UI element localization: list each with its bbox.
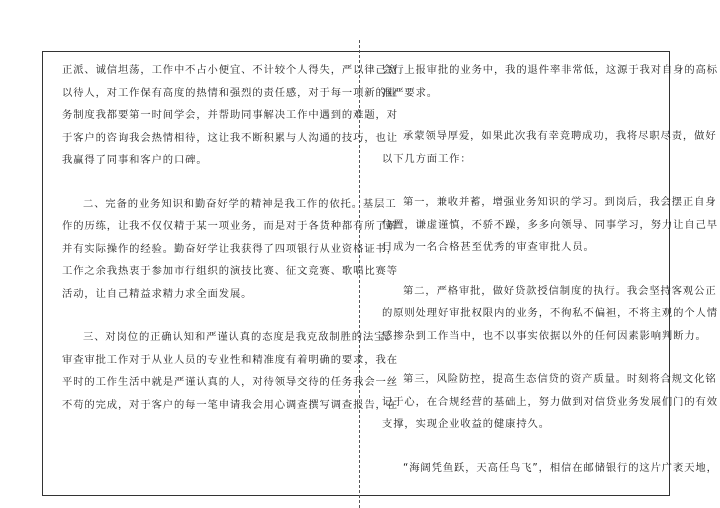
paragraph-first-line: 二、完备的业务知识和勤奋好学的精神是我工作的依托。基层工 xyxy=(83,197,397,210)
text-line: 以下几方面工作： xyxy=(382,152,472,165)
paragraph-first-line: 第一，兼收并蓄，增强业务知识的学习。到岗后，我会摆正自身 xyxy=(403,196,717,208)
text-line: 活动，让自己精益求精力求全面发展。 xyxy=(62,287,253,300)
text-line: 以待人，对工作保有高度的热情和强烈的责任感，对于每一项新的业 xyxy=(62,86,398,99)
text-line: 并有实际操作的经验。勤奋好学让我获得了四项银行从业资格证书， xyxy=(62,242,398,255)
text-line: 的原则处理好审批权限内的业务，不徇私不偏袒，不将主观的个人情 xyxy=(382,307,718,319)
text-line: 日成为一名合格甚至优秀的审查审批人员。 xyxy=(382,241,595,253)
text-line: 记于心，在合规经营的基础上，努力做到对信贷业务发展们门的有效 xyxy=(382,395,718,408)
text-line: 感掺杂到工作当中，也不以事实依据以外的任何因素影响判断力。 xyxy=(382,329,707,342)
text-line: 平时的工作生活中就是严谨认真的人，对待领导交待的任务我会一丝 xyxy=(62,376,398,388)
text-line: 位置，谦虚谨慎，不骄不躁，多多向领导、同事学习，努力让自己早 xyxy=(382,218,718,231)
text-line: 务制度我都要第一时间学会，并帮助同事解决工作中遇到的难题，对 xyxy=(62,109,398,121)
paragraph-first-line: 第三，风险防控，提高生态信贷的资产质量。时刻将合规文化铭 xyxy=(403,373,717,385)
right-column xyxy=(382,59,718,479)
text-line: 作的历练，让我不仅仅精于某一项业务，而是对于各货种都有所了解 xyxy=(62,220,398,232)
text-line: 会行上报审批的业务中，我的退件率非常低，这源于我对自身的高标 xyxy=(382,64,718,76)
text-line: 正派、诚信坦荡，工作中不占小便宜、不计较个人得失，严以律己宽 xyxy=(62,64,398,76)
text-line: 我赢得了同事和客户的口碑。 xyxy=(62,154,208,166)
text-line: 审查审批工作对于从业人员的专业性和精准度有着明确的要求，我在 xyxy=(62,353,398,366)
paragraph-first-line: “海阔凭鱼跃，天高任鸟飞”，相信在邮储银行的这片广袤天地， xyxy=(403,461,718,474)
text-line: 支撑，实现企业收益的健康持久。 xyxy=(382,418,550,430)
left-column xyxy=(62,59,398,416)
paragraph-first-line: 三、对岗位的正确认知和严谨认真的态度是我克敌制胜的法宝。 xyxy=(83,331,397,343)
text-line: 不苟的完成，对于客户的每一笔申请我会用心调查撰写调查报告，在 xyxy=(62,398,398,411)
text-line: 于客户的咨询我会热情相待，这让我不断积累与人沟通的技巧，也让 xyxy=(62,131,398,144)
paragraph-first-line: 承蒙领导厚爱，如果此次我有幸竞聘成功，我将尽职尽责，做好 xyxy=(403,130,717,142)
text-line: 准严要求。 xyxy=(382,86,438,99)
text-line: 工作之余我热衷于参加市行组织的演技比赛、征文竞赛、歌唱比赛等 xyxy=(62,265,398,277)
paragraph-first-line: 第二，严格审批，做好贷款授信制度的执行。我会坚持客观公正 xyxy=(403,284,717,297)
